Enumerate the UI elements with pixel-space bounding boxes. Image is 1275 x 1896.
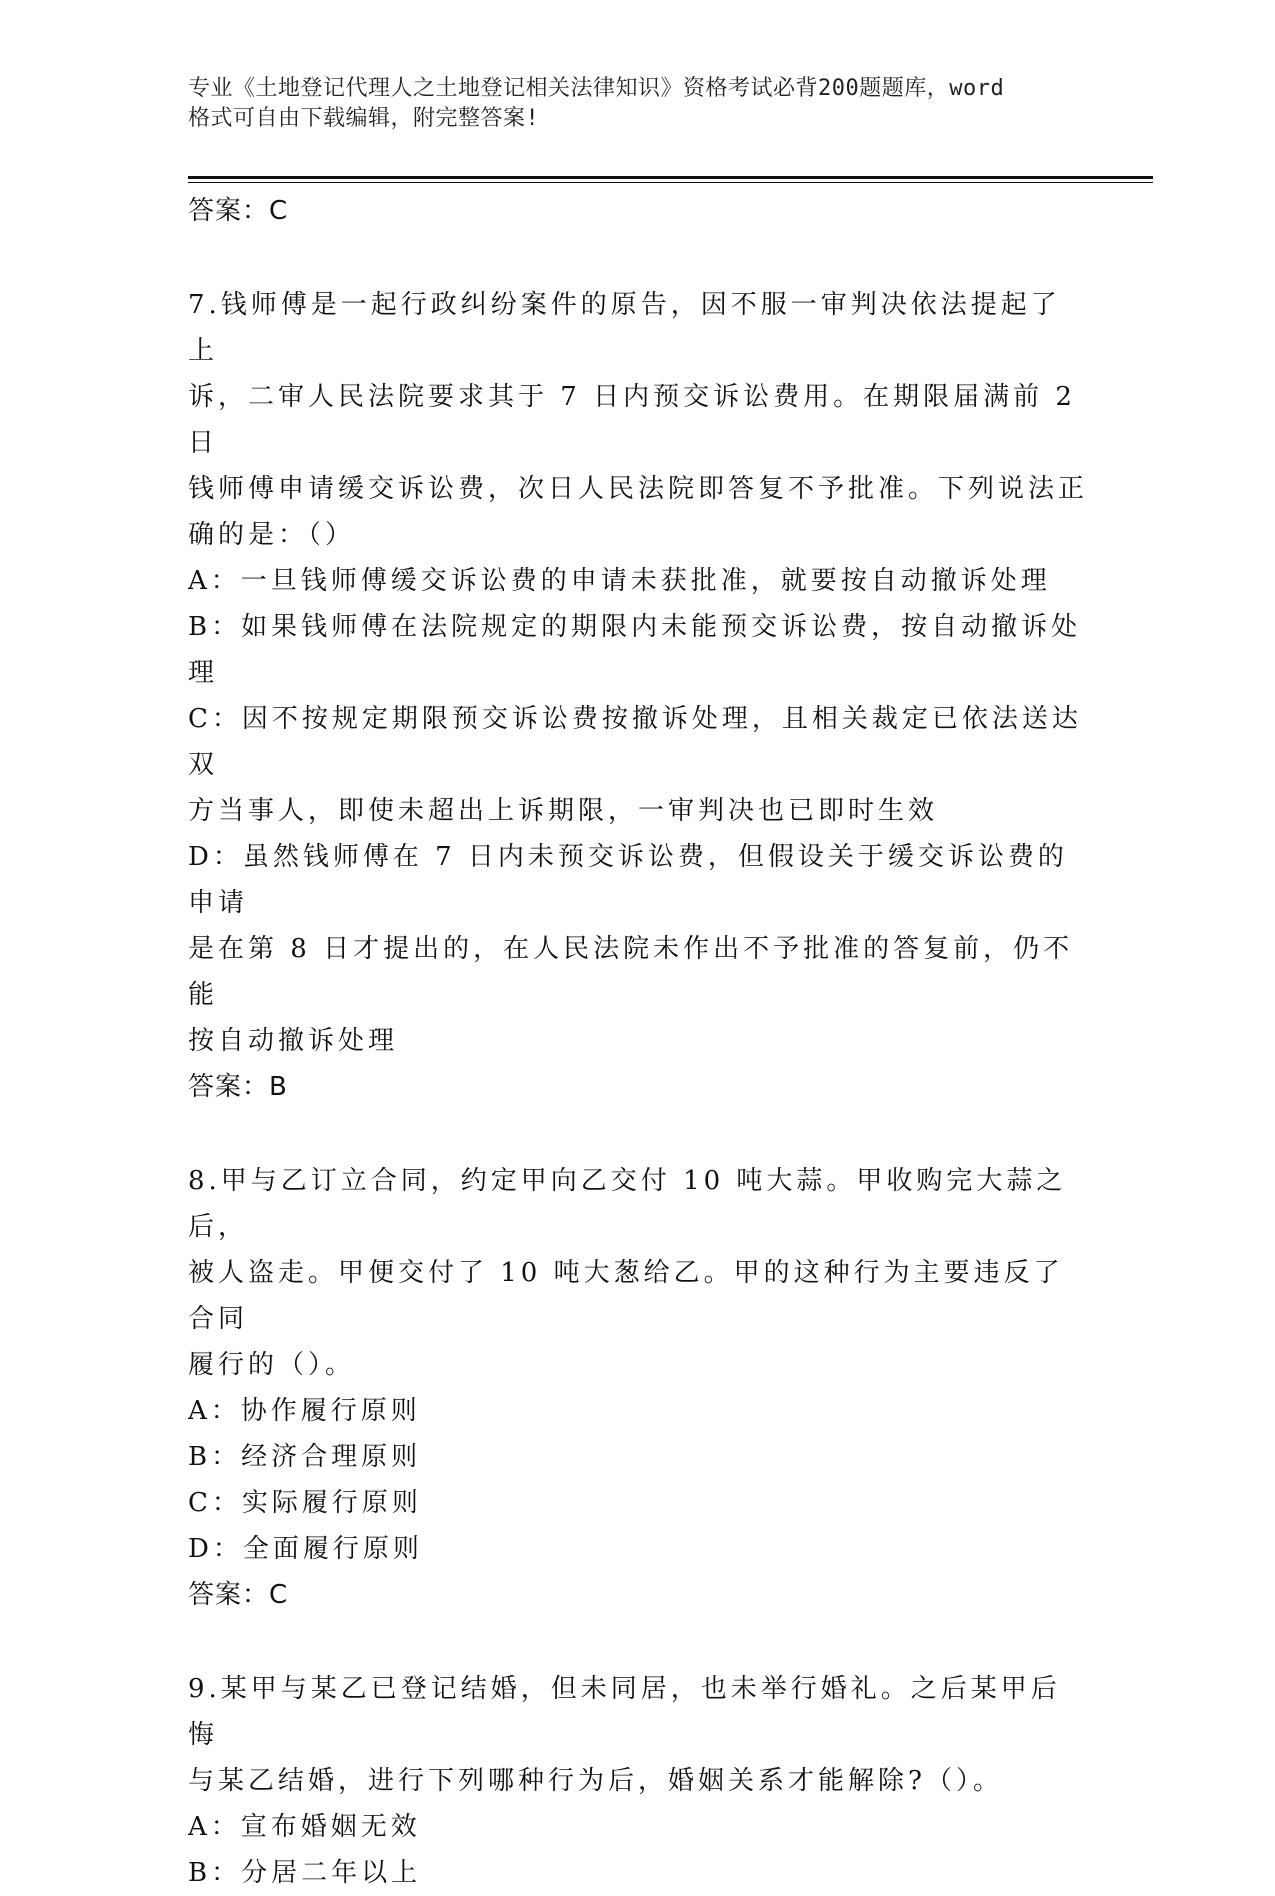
spacer [188,1618,1088,1666]
header-line-1: 专业《土地登记代理人之土地登记相关法律知识》资格考试必背200题题库，word [188,76,1005,101]
header-rule-thick [188,176,1153,179]
option-d-continued: 是在第 8 日才提出的，在人民法院未作出不予批准的答复前，仍不能 [188,934,1074,1010]
document-header [188,74,1088,134]
question-block-7 [188,282,1088,1110]
question-text-line: 诉，二审人民法院要求其于 7 日内预交诉讼费用。在期限届满前 2 日 [188,382,1076,458]
answer-line: 答案：C [188,1580,289,1610]
document-body [188,188,1088,1896]
question-text-line: 8.甲与乙订立合同，约定甲向乙交付 10 吨大蒜。甲收购完大蒜之后， [188,1166,1067,1242]
option-c: C：实际履行原则 [188,1488,422,1518]
option-b: B：经济合理原则 [188,1442,422,1472]
option-c: C：因不按规定期限预交诉讼费按撤诉处理，且相关裁定已依法送达双 [188,704,1082,780]
answer-line: 答案：C [188,196,289,226]
option-d: D：虽然钱师傅在 7 日内未预交诉讼费，但假设关于缓交诉讼费的申请 [188,842,1068,918]
question-text-line: 7.钱师傅是一起行政纠纷案件的原告，因不服一审判决依法提起了上 [188,290,1061,366]
question-text-line: 确的是：（） [188,520,356,550]
question-block-9 [188,1666,1088,1896]
option-d: D：全面履行原则 [188,1534,423,1564]
header-rule-thin [188,182,1153,183]
option-b: B：分居二年以上 [188,1858,422,1888]
question-text-line: 9.某甲与某乙已登记结婚，但未同居，也未举行婚礼。之后某甲后悔 [188,1674,1061,1750]
option-a: A：协作履行原则 [188,1396,421,1426]
question-text-line: 钱师傅申请缓交诉讼费，次日人民法院即答复不予批准。下列说法正 [188,474,1089,504]
option-d-continued: 按自动撤诉处理 [188,1026,399,1056]
spacer [188,1110,1088,1158]
question-text-line: 履行的（）。 [188,1350,356,1380]
question-text-line: 与某乙结婚，进行下列哪种行为后，婚姻关系才能解除?（）。 [188,1766,1003,1796]
option-a: A：一旦钱师傅缓交诉讼费的申请未获批准，就要按自动撤诉处理 [188,566,1051,596]
option-c-continued: 方当事人，即使未超出上诉期限，一审判决也已即时生效 [188,796,939,826]
question-text-line: 被人盗走。甲便交付了 10 吨大葱给乙。甲的这种行为主要违反了合同 [188,1258,1064,1334]
answer-line: 答案：B [188,1072,288,1102]
option-b: B：如果钱师傅在法院规定的期限内未能预交诉讼费，按自动撤诉处理 [188,612,1082,688]
header-line-2: 格式可自由下载编辑，附完整答案! [188,106,540,131]
question-block-8 [188,1158,1088,1618]
spacer [188,234,1088,282]
option-a: A：宣布婚姻无效 [188,1812,421,1842]
